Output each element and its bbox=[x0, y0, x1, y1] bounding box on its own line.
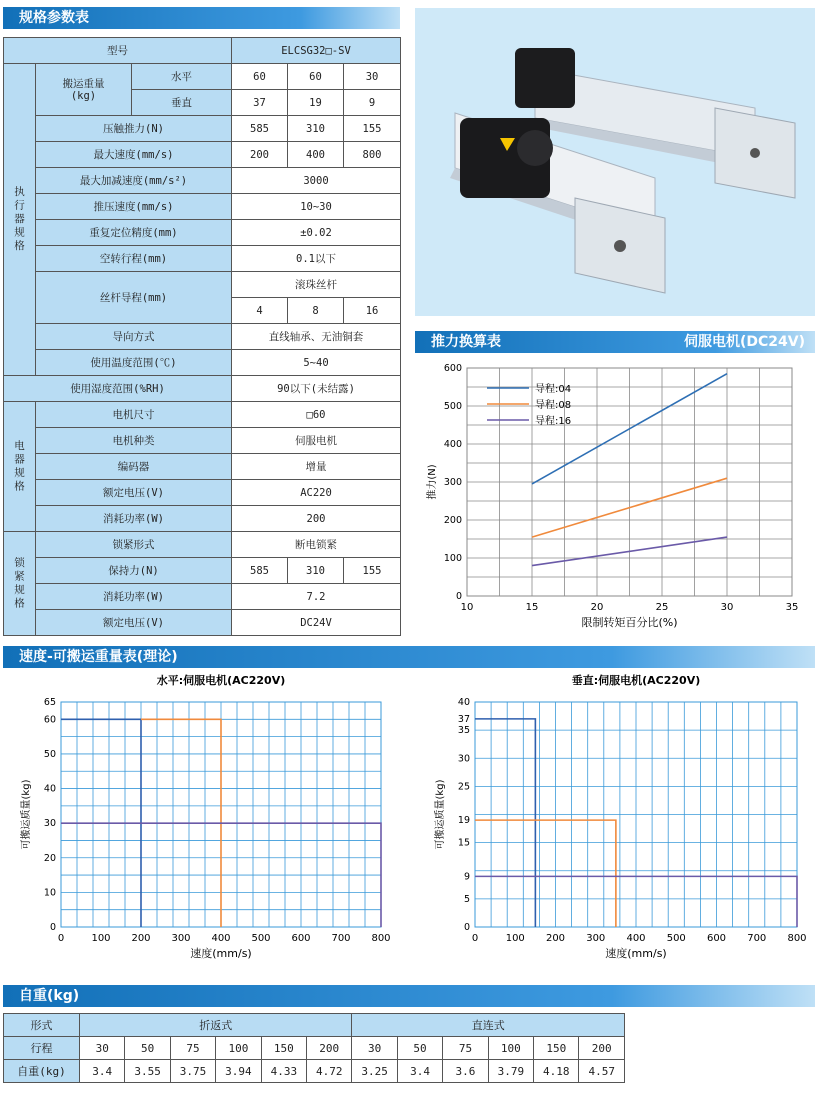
x-tick-label: 25 bbox=[655, 602, 669, 613]
press-thrust-cell: 155 bbox=[344, 116, 401, 142]
screw-lead-cell: 8 bbox=[288, 298, 344, 324]
form-label: 形式 bbox=[4, 1014, 80, 1037]
repeat-value: ±0.02 bbox=[232, 220, 401, 246]
lock-power-label: 消耗功率(W) bbox=[36, 584, 232, 610]
max-speed-cell: 800 bbox=[344, 142, 401, 168]
x-tick-label: 200 bbox=[131, 933, 151, 944]
y-tick-label: 200 bbox=[443, 515, 462, 526]
y-tick-label: 10 bbox=[43, 887, 56, 899]
guide-value: 直线轴承、无油铜套 bbox=[232, 324, 401, 350]
y-axis-label: 可搬运质量(kg) bbox=[435, 779, 446, 850]
weight-cell: 3.94 bbox=[216, 1060, 261, 1083]
actuator-illustration bbox=[415, 8, 815, 316]
table-row bbox=[4, 376, 401, 402]
y-tick-label: 30 bbox=[43, 818, 56, 830]
y-axis-label: 推力(N) bbox=[427, 464, 438, 500]
power-value: 200 bbox=[232, 506, 401, 532]
x-tick-label: 800 bbox=[787, 933, 807, 944]
motor-size-value: □60 bbox=[232, 402, 401, 428]
x-tick-label: 300 bbox=[586, 933, 606, 944]
x-tick-label: 700 bbox=[331, 933, 351, 944]
table-row bbox=[4, 454, 401, 480]
legend-label: 导程:16 bbox=[535, 416, 572, 427]
power-label: 消耗功率(W) bbox=[36, 506, 232, 532]
stroke-cell: 200 bbox=[579, 1037, 625, 1060]
x-tick-label: 600 bbox=[706, 933, 727, 944]
encoder-label: 编码器 bbox=[36, 454, 232, 480]
series-line-1 bbox=[475, 820, 616, 927]
y-tick-label: 0 bbox=[455, 591, 462, 602]
table-row bbox=[4, 558, 401, 584]
weight-cell: 3.25 bbox=[352, 1060, 397, 1083]
payload-label: 搬运重量 (kg) bbox=[36, 64, 132, 116]
table-row bbox=[4, 220, 401, 246]
motor-type-label: 电机种类 bbox=[36, 428, 232, 454]
y-tick-label: 30 bbox=[457, 753, 470, 765]
table-row bbox=[4, 142, 401, 168]
table-row bbox=[4, 584, 401, 610]
weight-title: 自重(kg) bbox=[19, 988, 80, 1004]
x-axis-label: 速度(mm/s) bbox=[190, 947, 252, 960]
y-tick-label: 60 bbox=[43, 714, 56, 726]
table-row bbox=[4, 246, 401, 272]
table-row bbox=[4, 168, 401, 194]
speed-title: 速度-可搬运重量表(理论) bbox=[19, 649, 178, 665]
thrust-chart bbox=[415, 356, 815, 641]
stroke-cell: 75 bbox=[170, 1037, 215, 1060]
motor-size-label: 电机尺寸 bbox=[36, 402, 232, 428]
payload-h-cell: 60 bbox=[232, 64, 288, 90]
weight-cell: 4.72 bbox=[307, 1060, 352, 1083]
thrust-motor-label: 伺服电机(DC24V) bbox=[683, 334, 805, 350]
x-tick-label: 0 bbox=[471, 933, 479, 944]
table-row bbox=[4, 64, 401, 90]
product-photo bbox=[415, 8, 815, 316]
x-tick-label: 700 bbox=[747, 933, 767, 944]
stroke-cell: 150 bbox=[261, 1037, 306, 1060]
screw-lead-cell: 16 bbox=[344, 298, 401, 324]
spec-title: 规格参数表 bbox=[19, 10, 89, 26]
weight-cell: 4.57 bbox=[579, 1060, 625, 1083]
rated-v-label: 额定电压(V) bbox=[36, 480, 232, 506]
table-row bbox=[4, 116, 401, 142]
weight-cell: 3.79 bbox=[488, 1060, 533, 1083]
chart-title: 水平:伺服电机(AC220V) bbox=[156, 674, 286, 687]
y-tick-label: 5 bbox=[463, 893, 470, 905]
payload-v-cell: 37 bbox=[232, 90, 288, 116]
table-row bbox=[4, 610, 401, 636]
lock-v-value: DC24V bbox=[232, 610, 401, 636]
x-tick-label: 800 bbox=[371, 933, 391, 944]
max-speed-cell: 400 bbox=[288, 142, 344, 168]
weight-label: 自重(kg) bbox=[4, 1060, 80, 1083]
y-tick-label: 0 bbox=[49, 922, 56, 933]
x-tick-label: 500 bbox=[251, 933, 271, 944]
spec-table bbox=[3, 37, 401, 636]
weight-cell: 3.6 bbox=[443, 1060, 488, 1083]
stroke-cell: 50 bbox=[125, 1037, 170, 1060]
y-tick-label: 15 bbox=[457, 837, 470, 849]
humid-value: 90以下(未结露) bbox=[232, 376, 401, 402]
hold-cell: 155 bbox=[344, 558, 401, 584]
weight-cell: 3.4 bbox=[397, 1060, 442, 1083]
x-tick-label: 100 bbox=[505, 933, 525, 944]
press-thrust-cell: 310 bbox=[288, 116, 344, 142]
group-actuator: 执行器规格 bbox=[4, 64, 36, 376]
series-line-0 bbox=[475, 719, 535, 927]
y-tick-label: 600 bbox=[443, 363, 462, 374]
y-tick-label: 40 bbox=[43, 783, 56, 795]
y-tick-label: 0 bbox=[463, 922, 470, 933]
max-speed-cell: 200 bbox=[232, 142, 288, 168]
y-tick-label: 300 bbox=[443, 477, 462, 488]
press-thrust-label: 压触推力(N) bbox=[36, 116, 232, 142]
max-acc-label: 最大加减速度(mm/s²) bbox=[36, 168, 232, 194]
spec-section-header bbox=[3, 7, 400, 29]
stroke-cell: 100 bbox=[488, 1037, 533, 1060]
table-row bbox=[4, 506, 401, 532]
stroke-cell: 150 bbox=[534, 1037, 579, 1060]
weight-cell: 3.75 bbox=[170, 1060, 215, 1083]
y-axis-label: 可搬运质量(kg) bbox=[21, 779, 32, 850]
screw-lead-cell: 4 bbox=[232, 298, 288, 324]
x-tick-label: 600 bbox=[291, 933, 311, 944]
stroke-cell: 200 bbox=[307, 1037, 352, 1060]
repeat-label: 重复定位精度(mm) bbox=[36, 220, 232, 246]
x-tick-label: 400 bbox=[626, 933, 646, 944]
hold-cell: 585 bbox=[232, 558, 288, 584]
guide-label: 导向方式 bbox=[36, 324, 232, 350]
x-tick-label: 200 bbox=[545, 933, 566, 944]
push-speed-value: 10~30 bbox=[232, 194, 401, 220]
table-row bbox=[4, 194, 401, 220]
idle-value: 0.1以下 bbox=[232, 246, 401, 272]
x-tick-label: 500 bbox=[666, 933, 686, 944]
x-tick-label: 15 bbox=[525, 602, 539, 613]
table-row bbox=[4, 480, 401, 506]
encoder-value: 增量 bbox=[232, 454, 401, 480]
x-tick-label: 30 bbox=[720, 602, 734, 613]
payload-v-cell: 9 bbox=[344, 90, 401, 116]
y-tick-label: 50 bbox=[43, 748, 56, 760]
stroke-label: 行程 bbox=[4, 1037, 80, 1060]
x-tick-label: 0 bbox=[57, 933, 65, 944]
vertical-payload-chart bbox=[420, 672, 815, 977]
table-row bbox=[4, 38, 401, 64]
y-tick-label: 500 bbox=[443, 401, 462, 412]
table-row bbox=[4, 402, 401, 428]
x-tick-label: 400 bbox=[211, 933, 231, 944]
x-tick-label: 100 bbox=[91, 933, 111, 944]
y-tick-label: 19 bbox=[457, 815, 470, 827]
table-row bbox=[4, 532, 401, 558]
idle-label: 空转行程(mm) bbox=[36, 246, 232, 272]
group-motor: 电器规格 bbox=[4, 402, 36, 532]
screw-type: 滚珠丝杆 bbox=[232, 272, 401, 298]
x-tick-label: 35 bbox=[785, 602, 799, 613]
chart-title: 垂直:伺服电机(AC220V) bbox=[571, 674, 701, 687]
stroke-cell: 30 bbox=[80, 1037, 125, 1060]
weight-cell: 4.33 bbox=[261, 1060, 306, 1083]
lock-type-value: 断电锁紧 bbox=[232, 532, 401, 558]
temp-value: 5~40 bbox=[232, 350, 401, 376]
direct-label: 直连式 bbox=[352, 1014, 625, 1037]
stroke-cell: 100 bbox=[216, 1037, 261, 1060]
stroke-cell: 30 bbox=[352, 1037, 397, 1060]
weight-section-header bbox=[3, 985, 815, 1007]
weight-cell: 3.4 bbox=[80, 1060, 125, 1083]
y-tick-label: 400 bbox=[443, 439, 462, 450]
horizontal-payload-chart bbox=[8, 672, 408, 977]
model-label: 型号 bbox=[4, 38, 232, 64]
thrust-title: 推力换算表 bbox=[431, 334, 501, 350]
lock-power-value: 7.2 bbox=[232, 584, 401, 610]
table-row bbox=[4, 350, 401, 376]
y-tick-label: 35 bbox=[457, 725, 470, 737]
vertical-label: 垂直 bbox=[132, 90, 232, 116]
y-tick-label: 9 bbox=[463, 871, 470, 883]
stroke-cell: 75 bbox=[443, 1037, 488, 1060]
press-thrust-cell: 585 bbox=[232, 116, 288, 142]
table-row bbox=[4, 1014, 625, 1037]
lock-v-label: 额定电压(V) bbox=[36, 610, 232, 636]
lock-type-label: 锁紧形式 bbox=[36, 532, 232, 558]
weight-table bbox=[3, 1013, 625, 1083]
model-value: ELCSG32□-SV bbox=[232, 38, 401, 64]
table-row bbox=[4, 272, 401, 298]
payload-h-cell: 30 bbox=[344, 64, 401, 90]
table-row bbox=[4, 428, 401, 454]
max-speed-label: 最大速度(mm/s) bbox=[36, 142, 232, 168]
table-row bbox=[4, 1060, 625, 1083]
table-row bbox=[4, 324, 401, 350]
y-tick-label: 37 bbox=[457, 713, 470, 725]
screw-label: 丝杆导程(mm) bbox=[36, 272, 232, 324]
fold-label: 折返式 bbox=[80, 1014, 352, 1037]
motor-type-value: 伺服电机 bbox=[232, 428, 401, 454]
temp-label: 使用温度范围(℃) bbox=[36, 350, 232, 376]
payload-h-cell: 60 bbox=[288, 64, 344, 90]
legend-label: 导程:08 bbox=[535, 400, 572, 411]
payload-v-cell: 19 bbox=[288, 90, 344, 116]
humid-label: 使用湿度范围(%RH) bbox=[4, 376, 232, 402]
legend-label: 导程:04 bbox=[535, 384, 572, 395]
thrust-section-header bbox=[415, 331, 815, 353]
max-acc-value: 3000 bbox=[232, 168, 401, 194]
rated-v-value: AC220 bbox=[232, 480, 401, 506]
group-lock: 锁紧规格 bbox=[4, 532, 36, 636]
hold-cell: 310 bbox=[288, 558, 344, 584]
speed-section-header bbox=[3, 646, 815, 668]
weight-cell: 4.18 bbox=[534, 1060, 579, 1083]
hold-label: 保持力(N) bbox=[36, 558, 232, 584]
x-tick-label: 20 bbox=[590, 602, 604, 613]
horizontal-label: 水平 bbox=[132, 64, 232, 90]
stroke-cell: 50 bbox=[397, 1037, 442, 1060]
y-tick-label: 25 bbox=[457, 781, 470, 793]
x-tick-label: 300 bbox=[171, 933, 191, 944]
y-tick-label: 20 bbox=[43, 852, 56, 864]
y-tick-label: 100 bbox=[443, 553, 462, 564]
x-tick-label: 10 bbox=[460, 602, 474, 613]
y-tick-label: 65 bbox=[43, 697, 56, 708]
table-row bbox=[4, 1037, 625, 1060]
y-tick-label: 40 bbox=[457, 697, 470, 708]
x-axis-label: 限制转矩百分比(%) bbox=[581, 616, 678, 629]
weight-cell: 3.55 bbox=[125, 1060, 170, 1083]
x-axis-label: 速度(mm/s) bbox=[605, 947, 667, 960]
push-speed-label: 推压速度(mm/s) bbox=[36, 194, 232, 220]
